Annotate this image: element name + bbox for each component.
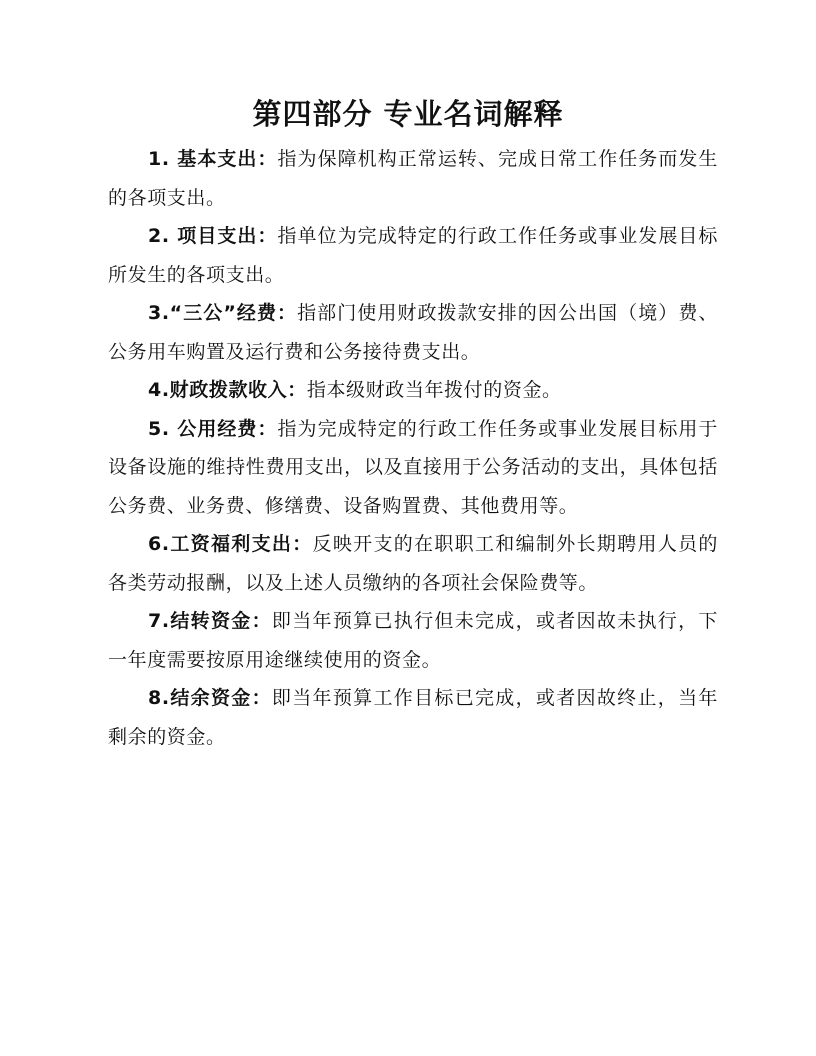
definition-paragraph-1 xyxy=(108,140,718,217)
definition-paragraph-4 xyxy=(108,371,718,410)
term-label: 2. 项目支出： xyxy=(148,225,278,247)
term-definition: 指部门使用财政拨款安排的因公出国（境）费、公务用车购置及运行费和公务接待费支出。 xyxy=(108,302,718,363)
term-label: 8.结余资金： xyxy=(148,687,272,709)
term-definition: 即当年预算工作目标已完成，或者因故终止，当年剩余的资金。 xyxy=(108,687,719,748)
term-label: 6.工资福利支出： xyxy=(148,533,313,555)
term-label: 1. 基本支出： xyxy=(148,148,278,170)
definitions-list xyxy=(108,140,718,756)
definition-paragraph-2 xyxy=(108,217,718,294)
term-definition: 即当年预算已执行但未完成，或者因故未执行，下一年度需要按原用途继续使用的资金。 xyxy=(108,610,719,671)
definition-paragraph-7 xyxy=(108,602,718,679)
term-label: 3.“三公”经费： xyxy=(148,302,298,324)
term-definition: 反映开支的在职职工和编制外长期聘用人员的各类劳动报酬，以及上述人员缴纳的各项社会保险费等。 xyxy=(108,533,718,594)
definition-paragraph-3 xyxy=(108,294,718,371)
term-definition: 指为保障机构正常运转、完成日常工作任务而发生的各项支出。 xyxy=(108,148,719,209)
page-title: 第四部分 专业名词解释 xyxy=(252,97,564,131)
definition-paragraph-5 xyxy=(108,410,718,526)
term-definition: 指为完成特定的行政工作任务或事业发展目标用于设备设施的维持性费用支出，以及直接用于公务活动的支出，具体包括公务费、业务费、修缮费、设备购置费、其他费用等。 xyxy=(108,417,719,517)
term-definition: 指单位为完成特定的行政工作任务或事业发展目标所发生的各项支出。 xyxy=(108,225,719,286)
term-label: 4.财政拨款收入： xyxy=(148,379,307,401)
term-label: 7.结转资金： xyxy=(148,610,272,632)
term-label: 5. 公用经费： xyxy=(148,417,278,440)
term-definition: 指本级财政当年拨付的资金。 xyxy=(306,379,562,401)
definition-paragraph-8 xyxy=(108,679,718,756)
definition-paragraph-6 xyxy=(108,525,718,602)
